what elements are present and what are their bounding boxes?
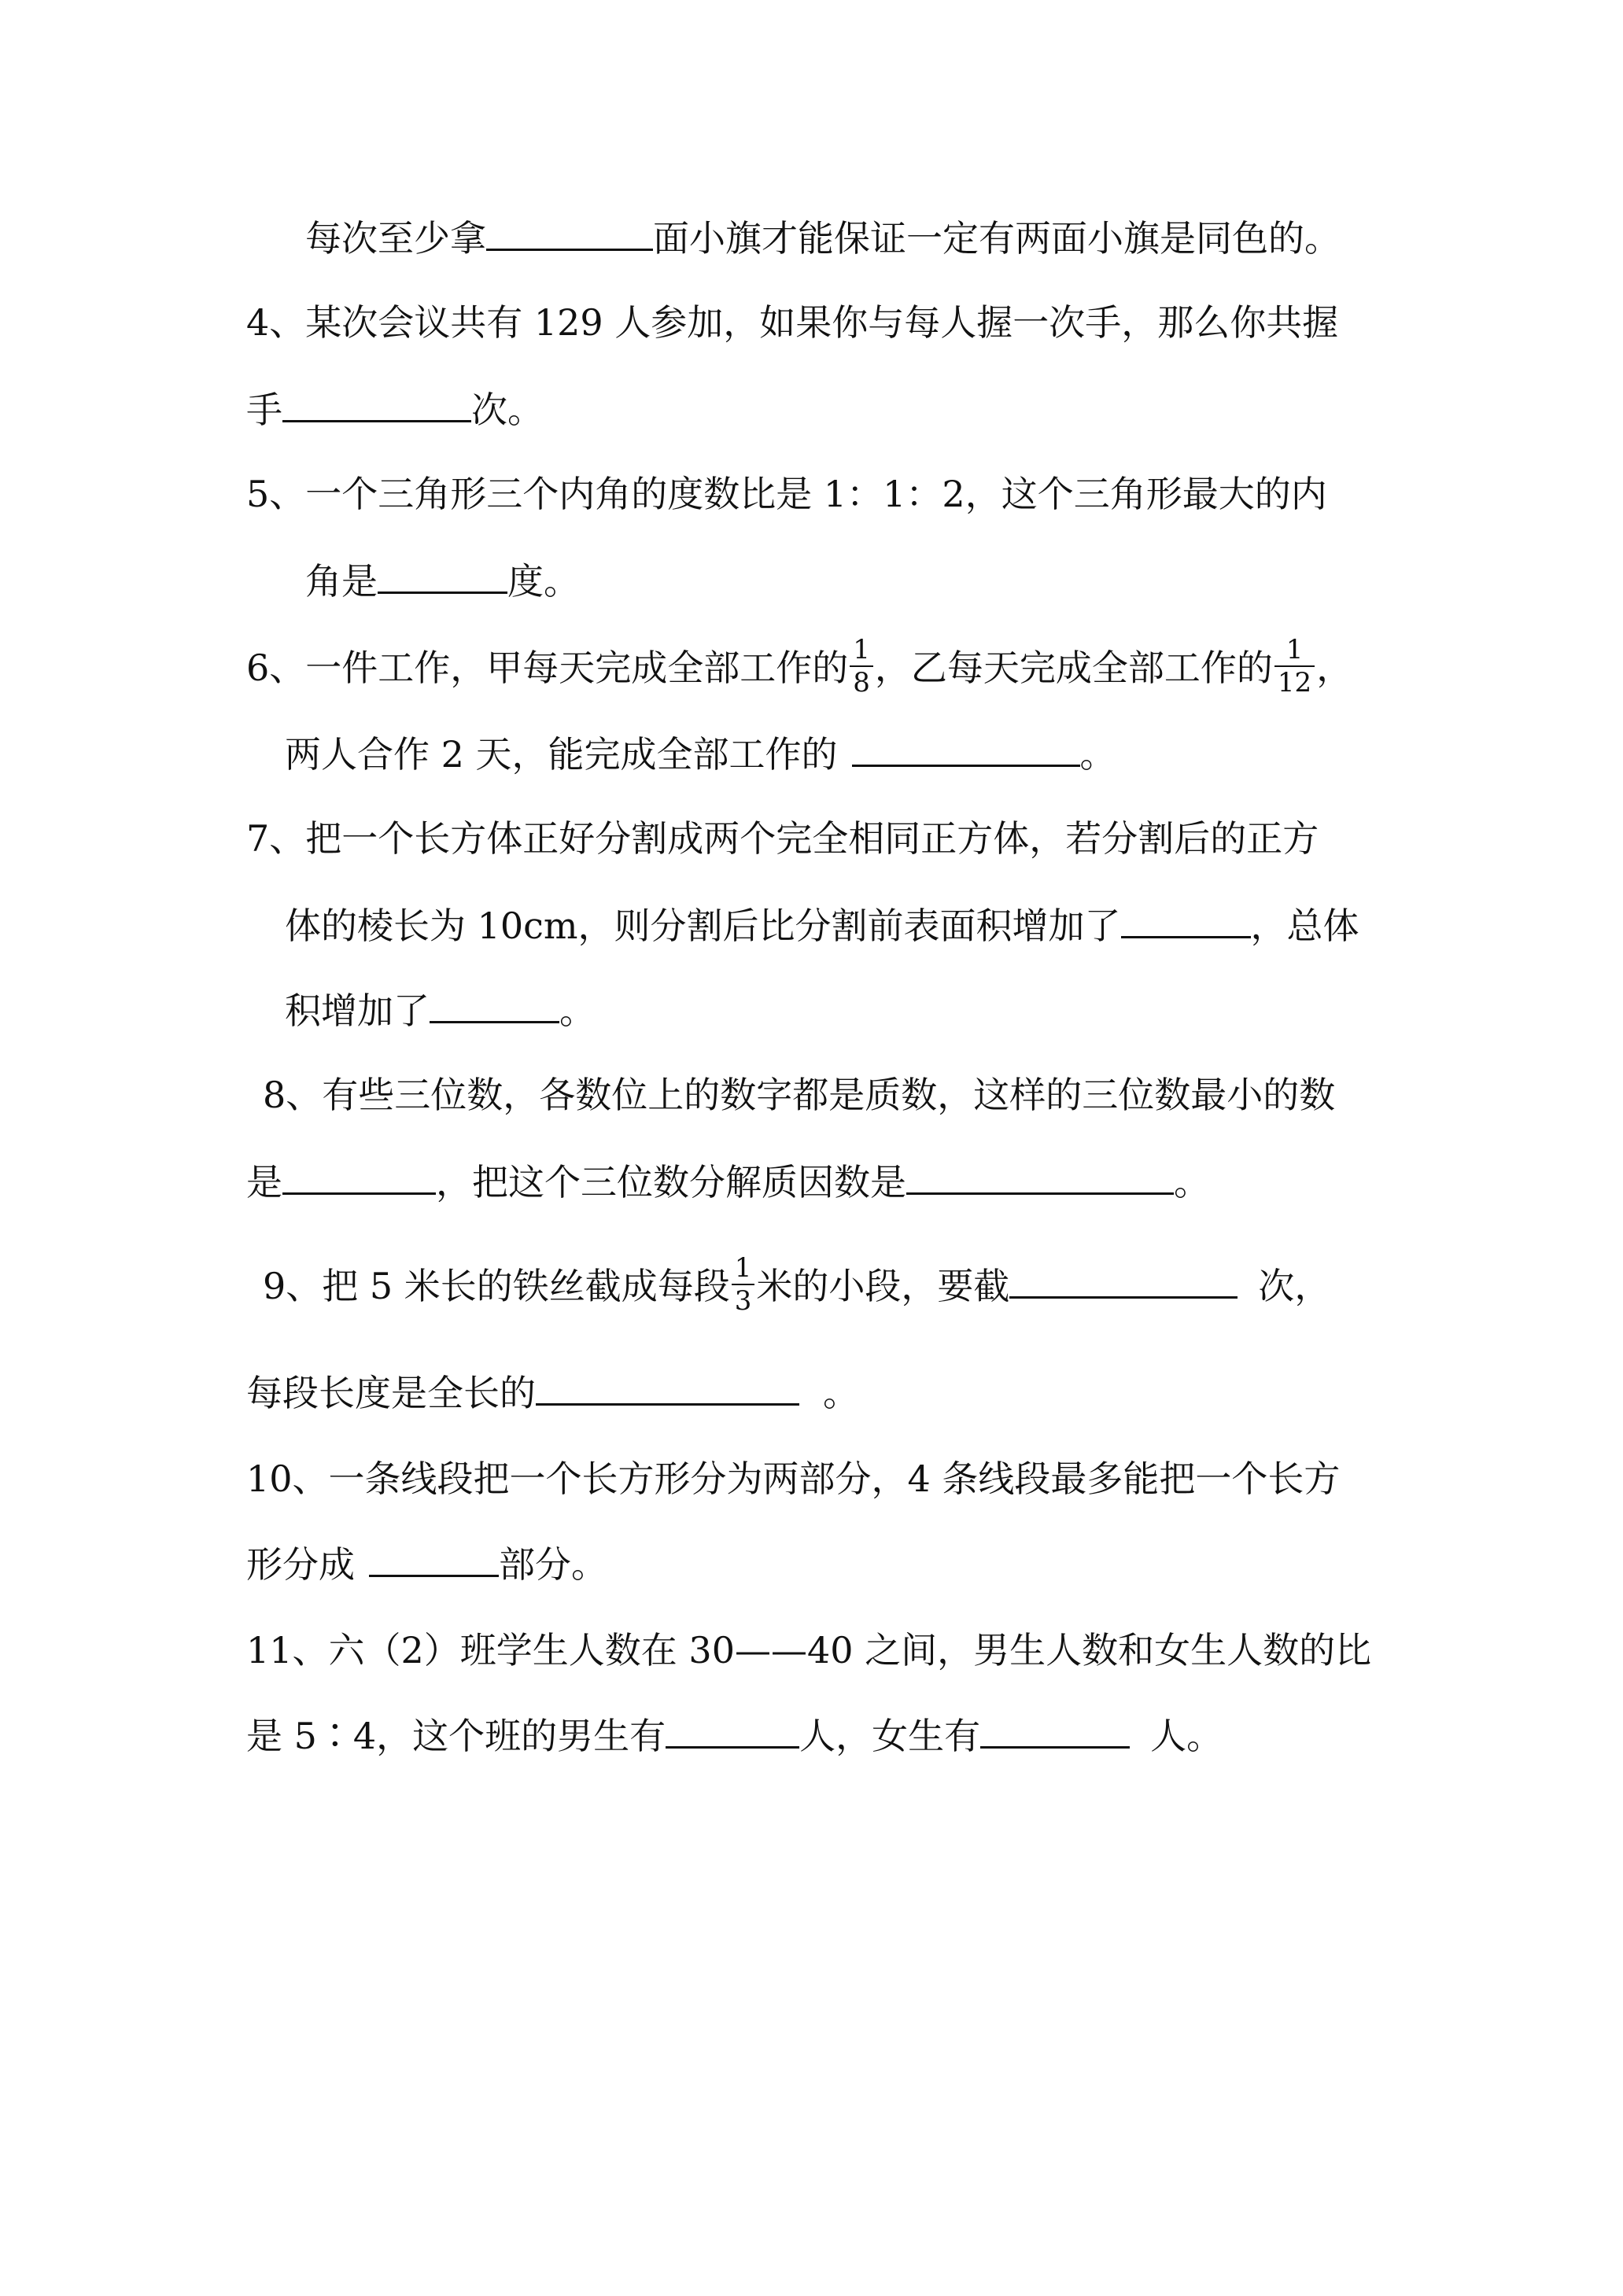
q9-line-1: 9、把 5 米长的铁丝截成每段 $\frac{1}{3}$ 米的小段，要截 次，	[263, 1252, 1331, 1317]
answer-blank-q8-number[interactable]	[282, 1158, 436, 1195]
q4-line-1: 4、某次会议共有 129 人参加，如果你与每人握一次手，那么你共握	[246, 301, 1339, 344]
q7-line-1: 7、把一个长方体正好分割成两个完全相同正方体，若分割后的正方	[246, 817, 1319, 860]
answer-blank-q9-cuts[interactable]	[1009, 1262, 1238, 1299]
answer-blank-q11-girls[interactable]	[980, 1712, 1130, 1749]
q4-line-2: 手 次。	[246, 385, 544, 433]
q3-continuation: 每次至少拿 面小旗才能保证一定有两面小旗是同色的。	[305, 214, 1341, 261]
q5-line-1: 5、一个三角形三个内角的度数比是 1：1：2，这个三角形最大的内	[246, 473, 1327, 515]
answer-blank-q7-volume[interactable]	[430, 986, 559, 1023]
fraction-one-eighth: $\frac{1}{8}$	[850, 634, 873, 698]
fraction-one-twelfth: $\frac{1}{12}$	[1274, 634, 1315, 698]
q10-line-2: 形分成 部分。	[246, 1540, 607, 1587]
q10-line-1: 10、一条线段把一个长方形分为两部分，4 条线段最多能把一个长方	[246, 1458, 1341, 1500]
answer-blank-q7-area[interactable]	[1121, 901, 1251, 938]
answer-blank-q8-factors[interactable]	[906, 1158, 1174, 1195]
q11-line-2: 是 5∶4，这个班的男生有 人，女生有 人。	[246, 1712, 1223, 1759]
q6-line-1: 6、一件工作，甲每天完成全部工作的 $\frac{1}{8}$ ，乙每天完成全部工作的 $\frac{1}{12}$ ，	[246, 634, 1353, 698]
answer-blank-q4[interactable]	[282, 385, 471, 422]
fraction-one-third: $\frac{1}{3}$	[732, 1252, 755, 1317]
q7-line-3: 积增加了 。	[285, 986, 596, 1034]
q5-line-2: 角是 度。	[305, 557, 580, 604]
answer-blank-q5[interactable]	[378, 557, 507, 594]
q6-line-2: 两人合作 2 天，能完成全部工作的 。	[285, 730, 1116, 777]
answer-blank-q11-boys[interactable]	[666, 1712, 799, 1749]
q8-line-1: 8、有些三位数，各数位上的数字都是质数，这样的三位数最小的数	[263, 1074, 1336, 1116]
q8-line-2: 是 ，把这个三位数分解质因数是 。	[246, 1158, 1210, 1205]
answer-blank-q10[interactable]	[369, 1540, 499, 1577]
answer-blank-q9-ratio[interactable]	[536, 1369, 799, 1406]
q11-line-1: 11、六（2）班学生人数在 30——40 之间，男生人数和女生人数的比	[246, 1629, 1372, 1671]
answer-blank-q3[interactable]	[486, 214, 653, 251]
q7-line-2: 体的棱长为 10cm，则分割后比分割前表面积增加了 ，总体	[285, 901, 1359, 949]
q9-line-2: 每段长度是全长的 。	[246, 1369, 859, 1416]
answer-blank-q6[interactable]	[852, 730, 1080, 767]
